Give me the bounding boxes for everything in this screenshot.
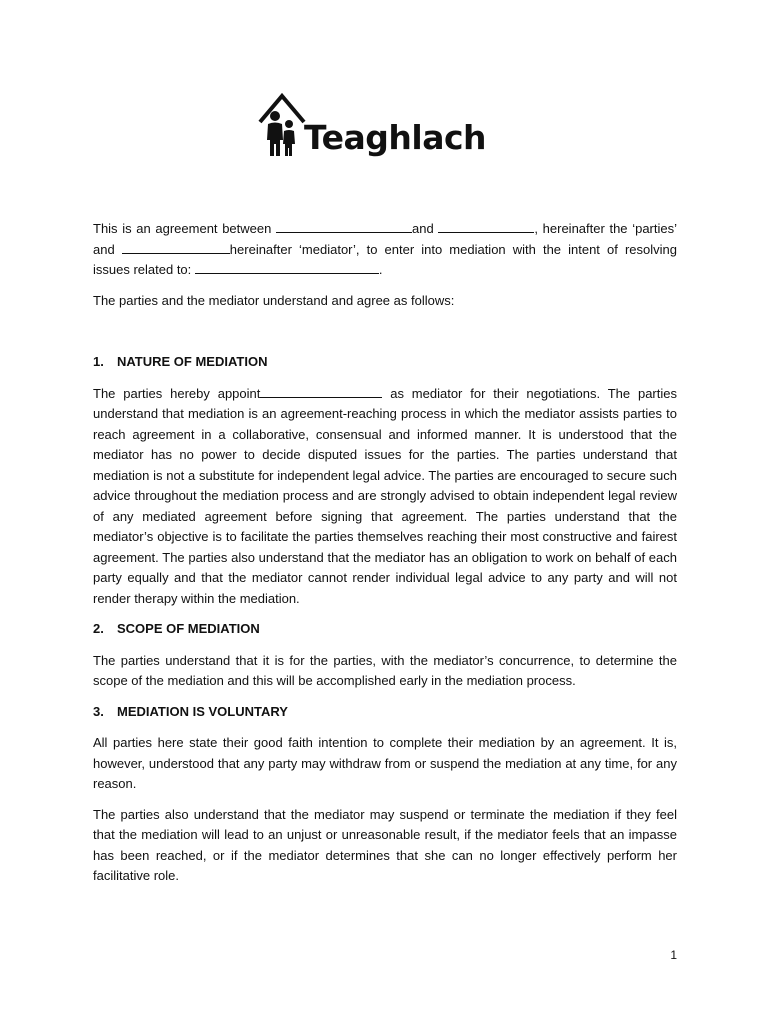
section-paragraph: All parties here state their good faith intention to complete their mediation by an agreement. It is, however, understood that any party may withdraw from or suspend the mediation at any time, for any reason. [93,735,677,791]
intro-text: and [412,221,434,236]
logo-text: Teaghlach [304,118,487,157]
issues-blank [195,260,379,274]
paragraph-lead: The parties hereby appoint [93,385,261,401]
page-number: 1 [670,948,677,962]
intro-text: . [378,262,383,277]
section-heading [93,352,677,373]
appointed-mediator-blank [260,384,382,398]
intro-text: hereinafter ‘mediator’, to enter into mediation with the intent of resolving issues related to: [93,241,677,277]
intro-text: , hereinafter the ‘parties’ and [93,221,677,257]
section-paragraph: The parties also understand that the mediator may suspend or terminate the mediation if they feel that the mediation will lead to an unjust or unreasonable result, if the mediator feels that an impasse has been reached, or if the mediator determines that she can no longer effectively perform her facilitative role. [93,806,677,883]
section-number: 3. [93,703,104,719]
intro-paragraph [93,219,677,281]
party-two-blank [438,219,534,233]
intro-text: This is an agreement between [93,221,272,236]
section-heading [93,619,677,640]
house-family-icon [256,90,308,158]
document-body [93,219,677,897]
section-paragraph: The parties understand that it is for the parties, with the mediator’s concurrence, to determine the scope of the mediation and this will be accomplished early in the mediation process. [93,652,677,688]
section-title: SCOPE OF MEDIATION [117,621,260,636]
paragraph-text: as mediator for their negotiations. The parties understand that mediation is an agreement-reaching process in which the mediator assists parties to reach agreement in a collaborative, consensual and informed manner. It is understood that the mediator has no power to decide disputed issues for the parties. The parties understand that mediation is not a substitute for independent legal advice. The parties are encouraged to secure such advice throughout the mediation process and are strongly advised to obtain independent legal review of any mediated agreement before signing that agreement. The parties understand that the mediator’s objective is to facilitate the parties themselves reaching their most constructive and fairest agreement. The parties also understand that the mediator has an obligation to work on behalf of each party equally and that the mediator cannot render individual legal advice to any party and will not render therapy within the mediation. [93,385,677,606]
agree-statement: The parties and the mediator understand and agree as follows: [93,292,455,308]
party-one-blank [276,219,412,233]
mediator-name-blank [122,240,230,254]
section-number: 1. [93,354,104,369]
section-paragraph [93,384,677,610]
logo [256,86,486,158]
section-number: 2. [93,621,104,636]
section-title: NATURE OF MEDIATION [117,354,268,369]
section-heading [93,702,677,723]
section-title: MEDIATION IS VOLUNTARY [117,703,288,719]
